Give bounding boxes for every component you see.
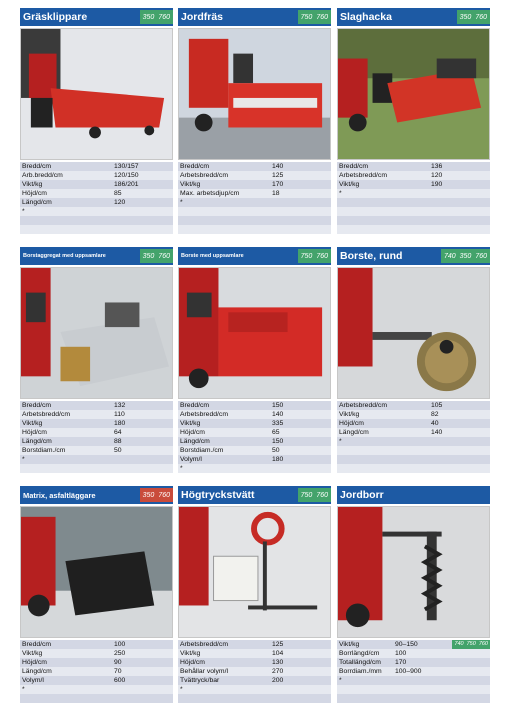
spec-row bbox=[20, 171, 173, 180]
spec-list bbox=[178, 401, 331, 473]
spec-value: 130/157 bbox=[114, 163, 139, 170]
spec-label: Höjd/cm bbox=[22, 190, 47, 197]
spec-value: 82 bbox=[431, 411, 439, 418]
spec-value: 88 bbox=[114, 438, 122, 445]
spec-label: Arbetsbredd/cm bbox=[180, 172, 228, 179]
spec-value: 85 bbox=[114, 190, 122, 197]
spec-row bbox=[20, 189, 173, 198]
spec-value: 250 bbox=[114, 650, 126, 657]
spec-row-empty bbox=[337, 455, 490, 464]
spec-label: * bbox=[22, 208, 25, 215]
spec-row bbox=[337, 667, 490, 676]
spec-label: * bbox=[180, 199, 183, 206]
card-borste-rund bbox=[337, 247, 490, 473]
spec-value: 170 bbox=[395, 659, 407, 666]
spec-list bbox=[337, 162, 490, 234]
product-photo bbox=[178, 506, 331, 638]
spec-list bbox=[337, 401, 490, 473]
model-badge: 750 bbox=[300, 252, 313, 260]
spec-value: 190 bbox=[431, 181, 443, 188]
model-badge: 760 bbox=[158, 13, 170, 21]
spec-row bbox=[20, 676, 173, 685]
spec-row bbox=[20, 437, 173, 446]
spec-row-empty bbox=[20, 694, 173, 703]
model-badge: 760 bbox=[478, 641, 488, 647]
model-badge: 760 bbox=[316, 252, 328, 260]
card-borste-uppsamlare bbox=[178, 247, 331, 473]
spec-value: 110 bbox=[114, 411, 125, 418]
model-badges bbox=[298, 10, 331, 24]
card-slaghacka bbox=[337, 8, 490, 234]
spec-value: 64 bbox=[114, 429, 122, 436]
spec-row-empty bbox=[337, 446, 490, 455]
spec-row bbox=[20, 162, 173, 171]
spec-row-empty bbox=[337, 225, 490, 234]
spec-label: Vikt/kg bbox=[22, 181, 43, 188]
spec-label: * bbox=[339, 190, 342, 197]
spec-row bbox=[20, 428, 173, 437]
spec-list bbox=[20, 640, 173, 703]
spec-label: Höjd/cm bbox=[22, 659, 47, 666]
spec-label: Borrlängd/cm bbox=[339, 650, 380, 657]
model-badge: 350 bbox=[142, 252, 155, 260]
card-jordfraes bbox=[178, 8, 331, 234]
spec-label: Arbetsbredd/cm bbox=[180, 641, 228, 648]
model-badges bbox=[298, 488, 331, 502]
spec-label: Arbetsbredd/cm bbox=[339, 172, 387, 179]
spec-label: Behållar volym/l bbox=[180, 668, 228, 675]
spec-row bbox=[337, 428, 490, 437]
model-badge: 760 bbox=[158, 252, 170, 260]
spec-value: 150 bbox=[272, 402, 284, 409]
spec-row bbox=[20, 419, 173, 428]
spec-label: Längd/cm bbox=[22, 438, 52, 445]
spec-value: 120/150 bbox=[114, 172, 139, 179]
spec-label: Längd/cm bbox=[339, 429, 369, 436]
spec-label: Borrdiam./mm bbox=[339, 668, 382, 675]
spec-label: Längd/cm bbox=[180, 438, 210, 445]
card-title: Jordfräs bbox=[181, 11, 224, 23]
card-header bbox=[178, 8, 331, 26]
card-title: Gräsklippare bbox=[23, 11, 88, 23]
model-badge: 740 bbox=[454, 641, 464, 647]
spec-label: Arbetsbredd/cm bbox=[22, 411, 70, 418]
spec-label: Tvättryck/bar bbox=[180, 677, 220, 684]
spec-row bbox=[178, 401, 331, 410]
spec-row bbox=[20, 658, 173, 667]
card-jordborr bbox=[337, 486, 490, 703]
card-graesklippare bbox=[20, 8, 173, 234]
spec-value: 90–150 bbox=[395, 641, 418, 648]
spec-value: 150 bbox=[272, 438, 284, 445]
spec-label: Höjd/cm bbox=[22, 429, 47, 436]
card-matrix bbox=[20, 486, 173, 703]
spec-value: 100 bbox=[395, 650, 407, 657]
spec-label: Vikt/kg bbox=[180, 181, 201, 188]
spec-label: Bredd/cm bbox=[180, 163, 210, 170]
spec-row bbox=[337, 189, 490, 198]
spec-row bbox=[337, 171, 490, 180]
model-badges bbox=[140, 10, 173, 24]
spec-row-empty bbox=[20, 225, 173, 234]
spec-list bbox=[20, 401, 173, 473]
spec-row bbox=[20, 455, 173, 464]
spec-value: 140 bbox=[272, 411, 284, 418]
spec-value: 140 bbox=[272, 163, 284, 170]
spec-row bbox=[178, 437, 331, 446]
spec-label: * bbox=[22, 456, 25, 463]
spec-row-empty bbox=[337, 694, 490, 703]
spec-value: 120 bbox=[431, 172, 443, 179]
product-photo bbox=[178, 267, 331, 399]
model-badge: 740 bbox=[443, 252, 456, 260]
spec-value: 270 bbox=[272, 668, 284, 675]
spec-value: 50 bbox=[272, 447, 280, 454]
spec-row-empty bbox=[337, 216, 490, 225]
spec-value: 70 bbox=[114, 668, 122, 675]
spec-label: Vikt/kg bbox=[180, 650, 201, 657]
spec-label: * bbox=[22, 686, 25, 693]
card-header bbox=[20, 486, 173, 504]
model-badges bbox=[441, 249, 490, 263]
spec-list bbox=[20, 162, 173, 234]
card-title: Högtryckstvätt bbox=[181, 489, 255, 501]
spec-row bbox=[337, 410, 490, 419]
spec-row bbox=[337, 162, 490, 171]
spec-value: 105 bbox=[431, 402, 443, 409]
spec-label: * bbox=[180, 686, 183, 693]
spec-row bbox=[337, 419, 490, 428]
spec-row bbox=[337, 649, 490, 658]
spec-value: 136 bbox=[431, 163, 443, 170]
model-badges bbox=[298, 249, 331, 263]
spec-list bbox=[178, 162, 331, 234]
spec-value: 50 bbox=[114, 447, 122, 454]
spec-row-empty bbox=[178, 225, 331, 234]
spec-label: * bbox=[339, 677, 342, 684]
model-badge: 750 bbox=[300, 491, 313, 499]
spec-row bbox=[337, 180, 490, 189]
product-photo bbox=[337, 506, 490, 638]
spec-label: Bredd/cm bbox=[22, 163, 52, 170]
spec-row bbox=[178, 464, 331, 473]
spec-row bbox=[337, 658, 490, 667]
spec-label: Längd/cm bbox=[22, 668, 52, 675]
model-badge: 350 bbox=[459, 252, 472, 260]
model-badge: 350 bbox=[142, 491, 155, 499]
spec-label: Höjd/cm bbox=[339, 420, 364, 427]
spec-label: Volym/l bbox=[22, 677, 44, 684]
spec-row bbox=[178, 640, 331, 649]
spec-value: 100–900 bbox=[395, 668, 422, 675]
spec-value: 104 bbox=[272, 650, 284, 657]
spec-row bbox=[178, 180, 331, 189]
spec-label: Bredd/cm bbox=[22, 402, 52, 409]
spec-label: Vikt/kg bbox=[180, 420, 201, 427]
spec-label: * bbox=[180, 465, 183, 472]
model-badge: 760 bbox=[158, 491, 170, 499]
card-title: Borste, rund bbox=[340, 250, 403, 262]
spec-label: Höjd/cm bbox=[180, 659, 205, 666]
spec-list bbox=[178, 640, 331, 703]
spec-row-empty bbox=[20, 216, 173, 225]
model-badge: 750 bbox=[466, 641, 476, 647]
spec-row bbox=[178, 667, 331, 676]
model-badge: 760 bbox=[316, 13, 328, 21]
spec-row bbox=[20, 446, 173, 455]
card-header bbox=[20, 247, 173, 265]
spec-value: 140 bbox=[431, 429, 443, 436]
card-title: Matrix, asfaltläggare bbox=[23, 490, 96, 500]
product-photo bbox=[20, 28, 173, 160]
spec-value: 18 bbox=[272, 190, 280, 197]
spec-label: Borstdiam./cm bbox=[22, 447, 66, 454]
spec-row bbox=[178, 676, 331, 685]
spec-row bbox=[178, 446, 331, 455]
spec-value: 600 bbox=[114, 677, 126, 684]
spec-label: Arbetsbredd/cm bbox=[339, 402, 387, 409]
spec-row bbox=[20, 410, 173, 419]
spec-value: 90 bbox=[114, 659, 122, 666]
spec-row bbox=[337, 640, 490, 649]
spec-row-empty bbox=[20, 464, 173, 473]
spec-label: Vikt/kg bbox=[22, 420, 43, 427]
product-photo bbox=[178, 28, 331, 160]
spec-value: 180 bbox=[114, 420, 126, 427]
card-header bbox=[178, 486, 331, 504]
spec-row-empty bbox=[178, 207, 331, 216]
model-badges bbox=[140, 249, 173, 263]
card-borstaggregat bbox=[20, 247, 173, 473]
spec-row-empty bbox=[337, 685, 490, 694]
spec-row bbox=[20, 401, 173, 410]
spec-row bbox=[178, 189, 331, 198]
spec-label: Vikt/kg bbox=[339, 411, 360, 418]
spec-row-empty bbox=[337, 464, 490, 473]
spec-row bbox=[178, 428, 331, 437]
product-photo bbox=[337, 267, 490, 399]
spec-row bbox=[20, 198, 173, 207]
spec-row bbox=[178, 685, 331, 694]
spec-value: 125 bbox=[272, 641, 284, 648]
spec-row bbox=[178, 410, 331, 419]
card-header bbox=[20, 8, 173, 26]
spec-value: 170 bbox=[272, 181, 284, 188]
model-badge: 760 bbox=[475, 252, 487, 260]
spec-label: Bredd/cm bbox=[22, 641, 52, 648]
card-header bbox=[337, 247, 490, 265]
spec-label: Vikt/kg bbox=[339, 641, 360, 648]
spec-row bbox=[20, 649, 173, 658]
spec-row bbox=[178, 658, 331, 667]
spec-row bbox=[337, 437, 490, 446]
spec-row-empty bbox=[178, 216, 331, 225]
product-photo bbox=[20, 267, 173, 399]
model-badge: 760 bbox=[316, 491, 328, 499]
spec-label: Bredd/cm bbox=[180, 402, 210, 409]
spec-value: 132 bbox=[114, 402, 126, 409]
spec-label: Höjd/cm bbox=[180, 429, 205, 436]
spec-label: Bredd/cm bbox=[339, 163, 369, 170]
model-badge: 350 bbox=[459, 13, 472, 21]
spec-row bbox=[178, 198, 331, 207]
card-title: Slaghacka bbox=[340, 11, 392, 23]
card-header bbox=[178, 247, 331, 265]
spec-row-empty bbox=[178, 694, 331, 703]
model-badge: 750 bbox=[300, 13, 313, 21]
spec-label: Arbetsbredd/cm bbox=[180, 411, 228, 418]
spec-row bbox=[20, 180, 173, 189]
spec-row bbox=[337, 676, 490, 685]
spec-row bbox=[20, 207, 173, 216]
spec-row bbox=[178, 649, 331, 658]
spec-value: 200 bbox=[272, 677, 284, 684]
spec-value: 130 bbox=[272, 659, 284, 666]
spec-label: Totallängd/cm bbox=[339, 659, 381, 666]
spec-row bbox=[178, 162, 331, 171]
spec-row bbox=[20, 640, 173, 649]
product-photo bbox=[337, 28, 490, 160]
model-badges bbox=[452, 640, 490, 649]
spec-list bbox=[337, 640, 490, 703]
spec-label: Max. arbetsdjup/cm bbox=[180, 190, 240, 197]
spec-label: Volym/l bbox=[180, 456, 202, 463]
spec-label: Arb.bredd/cm bbox=[22, 172, 63, 179]
card-header bbox=[337, 486, 490, 504]
spec-row bbox=[337, 401, 490, 410]
model-badges bbox=[457, 10, 490, 24]
spec-value: 180 bbox=[272, 456, 284, 463]
model-badges bbox=[140, 488, 173, 502]
spec-value: 65 bbox=[272, 429, 280, 436]
spec-row bbox=[20, 667, 173, 676]
product-photo bbox=[20, 506, 173, 638]
spec-label: Längd/cm bbox=[22, 199, 52, 206]
spec-row-empty bbox=[337, 198, 490, 207]
spec-row bbox=[20, 685, 173, 694]
card-header bbox=[337, 8, 490, 26]
spec-value: 100 bbox=[114, 641, 126, 648]
card-title: Jordborr bbox=[340, 489, 384, 501]
model-badge: 350 bbox=[142, 13, 155, 21]
spec-value: 120 bbox=[114, 199, 126, 206]
spec-value: 335 bbox=[272, 420, 284, 427]
spec-row-empty bbox=[337, 207, 490, 216]
spec-value: 125 bbox=[272, 172, 284, 179]
card-title: Borste med uppsamlare bbox=[181, 253, 244, 259]
spec-label: Vikt/kg bbox=[339, 181, 360, 188]
spec-label: Vikt/kg bbox=[22, 650, 43, 657]
spec-row bbox=[178, 455, 331, 464]
spec-label: * bbox=[339, 438, 342, 445]
card-hoegtryckstvaett bbox=[178, 486, 331, 703]
spec-value: 40 bbox=[431, 420, 439, 427]
spec-row bbox=[178, 171, 331, 180]
spec-label: Borstdiam./cm bbox=[180, 447, 224, 454]
spec-row bbox=[178, 419, 331, 428]
model-badge: 760 bbox=[475, 13, 487, 21]
card-title: Borstaggregat med uppsamlare bbox=[23, 253, 106, 259]
spec-value: 186/201 bbox=[114, 181, 139, 188]
